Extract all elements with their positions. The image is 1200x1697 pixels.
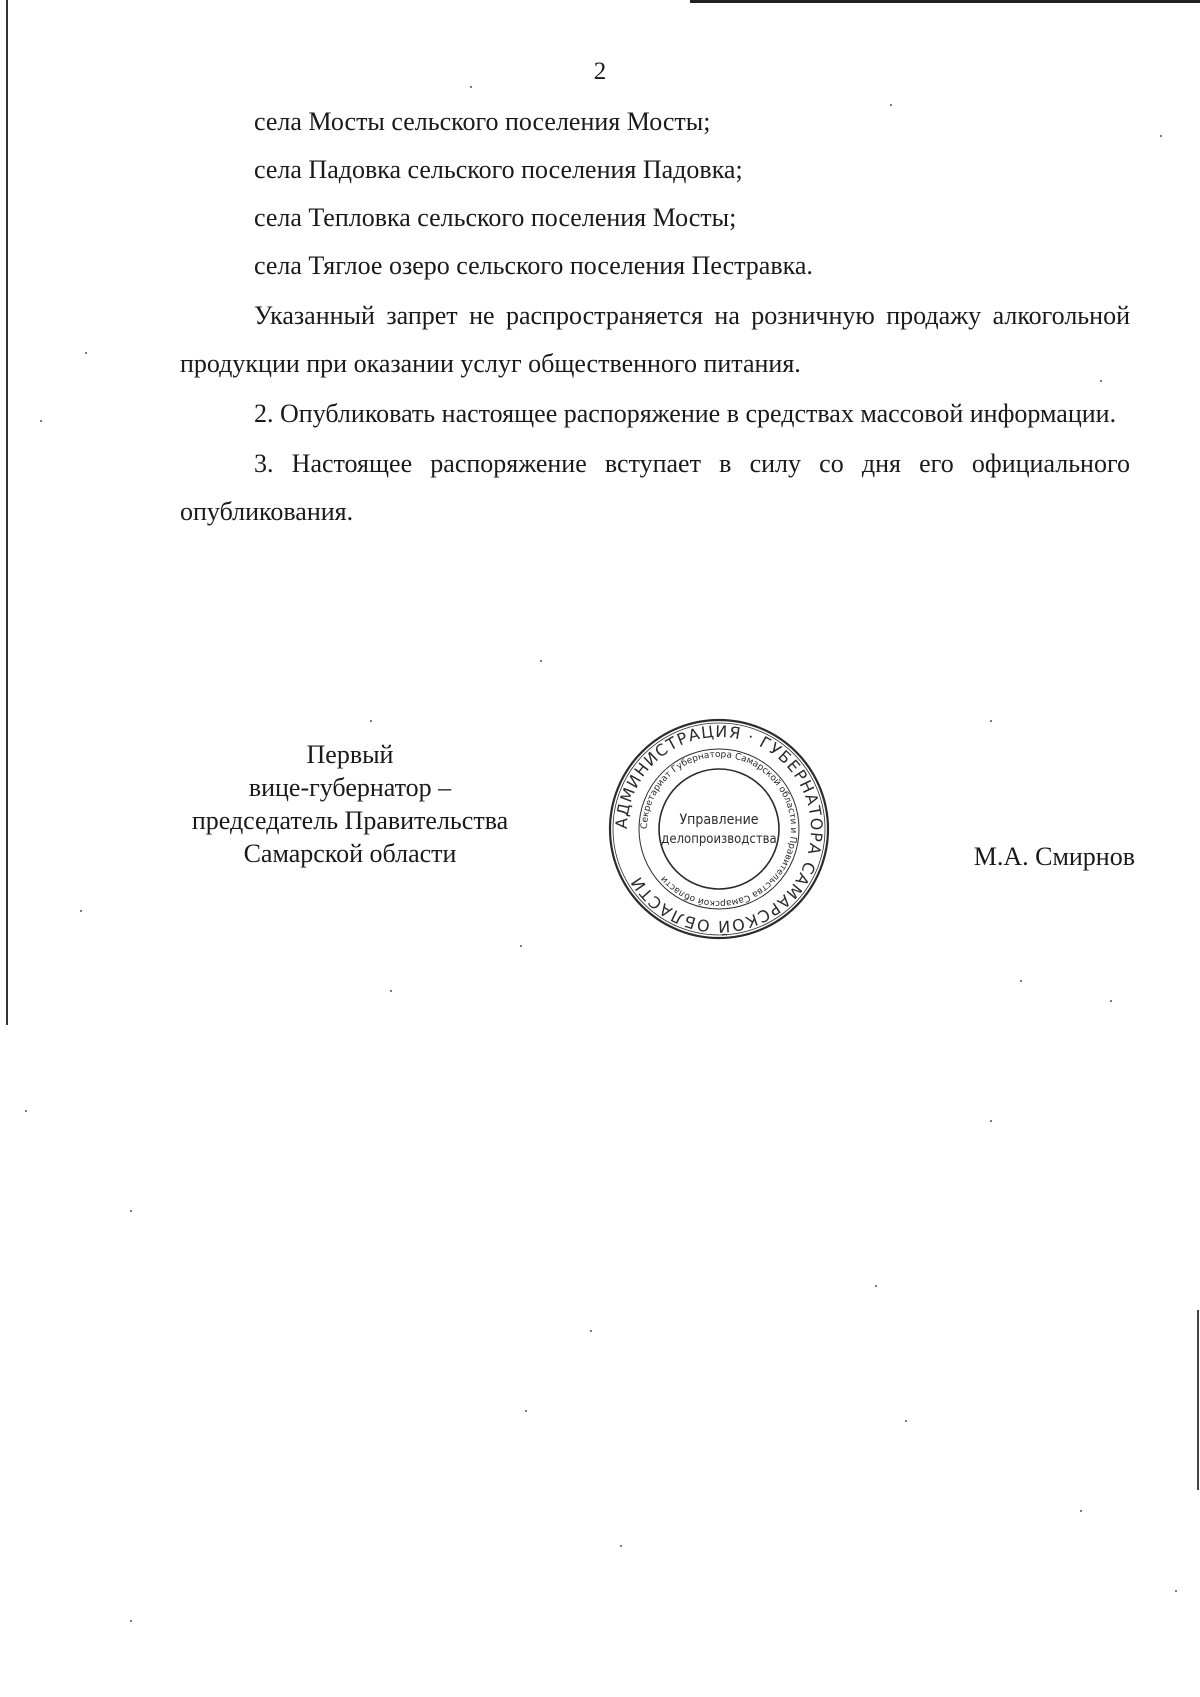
exception-paragraph: Указанный запрет не распространяется на розничную продажу алкогольной продукции при оказании услуг общественного питания. (180, 301, 1130, 378)
scan-speckle (520, 945, 522, 947)
stamp-middle-text: Секретариат Губернатора Самарской области и Правительства Самарской области (639, 749, 799, 909)
official-stamp (606, 716, 832, 942)
page-number: 2 (593, 58, 607, 85)
document-body (180, 98, 1130, 536)
signer-title-line: Самарской области (243, 839, 457, 868)
scan-speckle (1110, 1000, 1112, 1002)
scan-speckle (370, 720, 372, 722)
scan-speckle (80, 910, 82, 912)
scan-speckle (990, 1120, 992, 1122)
scan-speckle (890, 104, 892, 106)
signer-title-line: вице-губернатор – (248, 773, 452, 802)
stamp-center-line1: Управление (679, 812, 759, 828)
stamp-center-line2: делопроизводства (661, 832, 777, 847)
scan-edge-top (690, 0, 1200, 3)
scan-speckle (1080, 1510, 1082, 1512)
village-line: села Мосты сельского поселения Мосты; (254, 107, 711, 136)
scan-speckle (905, 1420, 907, 1422)
scan-speckle (1020, 980, 1022, 982)
scan-speckle (1160, 135, 1162, 137)
scan-speckle (130, 1620, 132, 1622)
scan-speckle (590, 1330, 592, 1332)
village-line: села Падовка сельского поселения Падовка; (254, 155, 743, 184)
scan-speckle (40, 420, 42, 422)
signer-title (170, 738, 530, 870)
stamp-middle-ring (639, 749, 799, 909)
scan-speckle (620, 1545, 622, 1547)
stamp-outer-text: АДМИНИСТРАЦИЯ · ГУБЕРНАТОРА САМАРСКОЙ ОБЛАСТИ (611, 721, 827, 937)
publish-paragraph: 2. Опубликовать настоящее распоряжение в средствах массовой информации. (254, 399, 1117, 428)
scan-edge-left (6, 0, 8, 1025)
signer-title-line: Первый (306, 740, 394, 769)
signer-title-line: председатель Правительства (191, 806, 509, 835)
scan-speckle (990, 720, 992, 722)
scan-speckle (25, 1110, 27, 1112)
signer-name: М.А. Смирнов (973, 842, 1135, 871)
scan-speckle (875, 1285, 877, 1287)
effective-date-paragraph: 3. Настоящее распоряжение вступает в силу со дня его официального опубликования. (180, 449, 1130, 526)
scan-speckle (525, 1410, 527, 1412)
scan-speckle (540, 660, 542, 662)
scan-edge-right (1197, 1310, 1199, 1490)
village-line: села Тяглое озеро сельского поселения Пестравка. (254, 251, 813, 280)
stamp-inner-ring (659, 769, 779, 889)
scan-speckle (85, 352, 87, 354)
scan-speckle (1100, 380, 1102, 382)
scan-speckle (470, 86, 472, 88)
scan-speckle (130, 1210, 132, 1212)
scan-speckle (390, 990, 392, 992)
village-line: села Тепловка сельского поселения Мосты; (254, 203, 737, 232)
scan-speckle (1175, 1590, 1177, 1592)
